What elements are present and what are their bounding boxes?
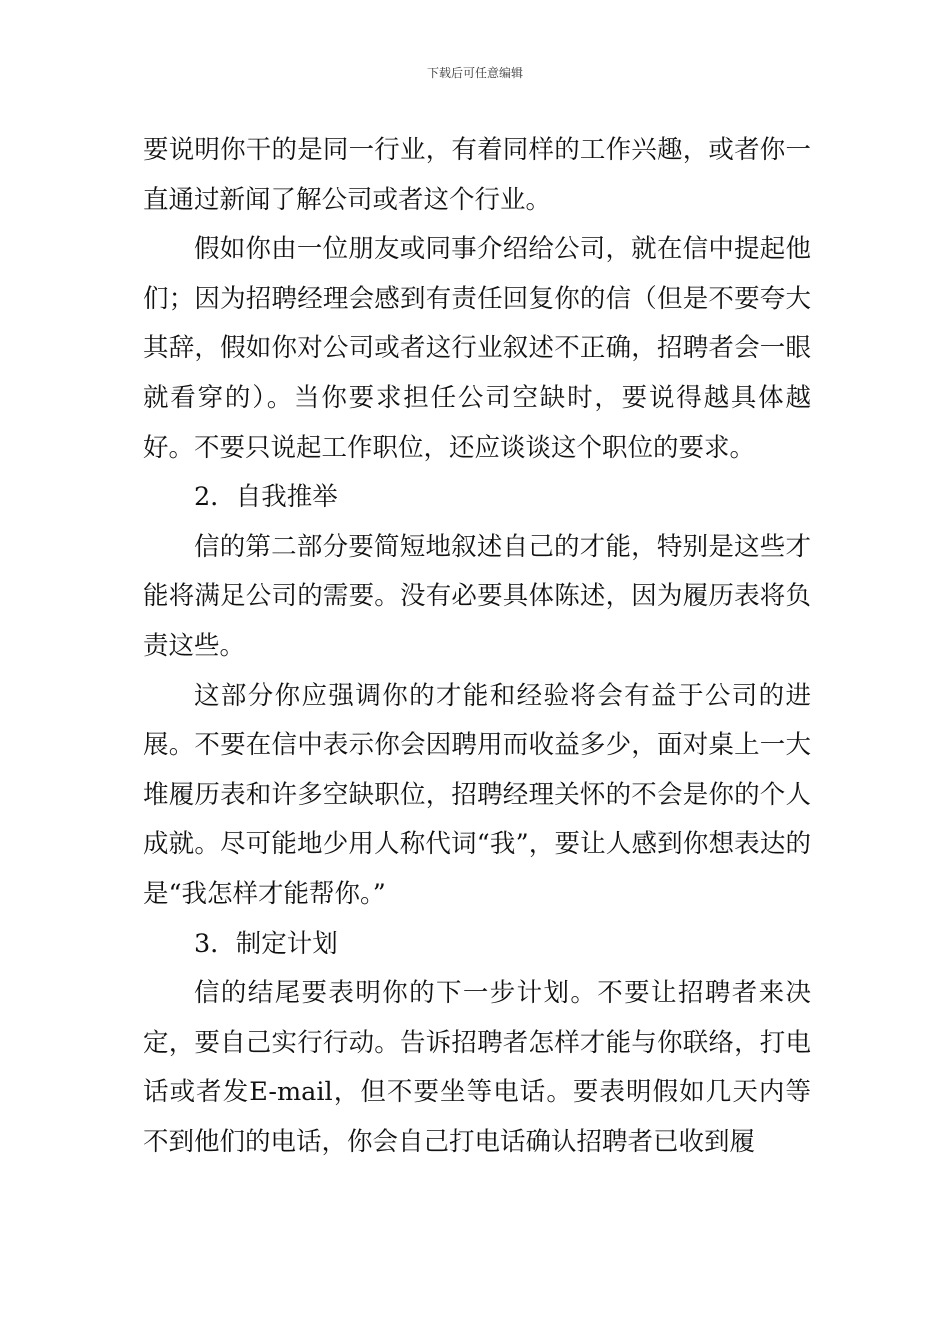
paragraph-emphasize-value: 这部分你应强调你的才能和经验将会有益于公司的进展。不要在信中表示你会因聘用而收益多少，面对桌上一大堆履历表和许多空缺职位，招聘经理关怀的不会是你的个人成就。尽可能地少用人称代词“我”，要让人感到你想表达的是“我怎样才能帮你。”: [143, 680, 811, 909]
paragraph-next-steps: 信的结尾要表明你的下一步计划。不要让招聘者来决定，要自己实行行动。告诉招聘者怎样才能与你联络，打电话或者发E-mail，但不要坐等电话。要表明假如几天内等不到他们的电话，你会自己打电话确认招聘者已收到履: [143, 978, 811, 1157]
section-heading-plan: 3．制定计划: [194, 928, 338, 959]
document-body: [143, 126, 811, 1167]
section-heading-self-recommendation: 2．自我推举: [194, 482, 338, 513]
paragraph-skills-summary: 信的第二部分要简短地叙述自己的才能，特别是这些才能将满足公司的需要。没有必要具体陈述，因为履历表将负责这些。: [143, 531, 811, 661]
page-header: 下载后可任意编辑: [426, 66, 523, 80]
paragraph-continued: 要说明你干的是同一行业，有着同样的工作兴趣，或者你一直通过新闻了解公司或者这个行业。: [143, 135, 811, 215]
paragraph-referral: 假如你由一位朋友或同事介绍给公司，就在信中提起他们；因为招聘经理会感到有责任回复你的信（但是不要夸大其辞，假如你对公司或者这行业叙述不正确，招聘者会一眼就看穿的）。当你要求担任公司空缺时，要说得越具体越好。不要只说起工作职位，还应谈谈这个职位的要求。: [143, 234, 811, 463]
